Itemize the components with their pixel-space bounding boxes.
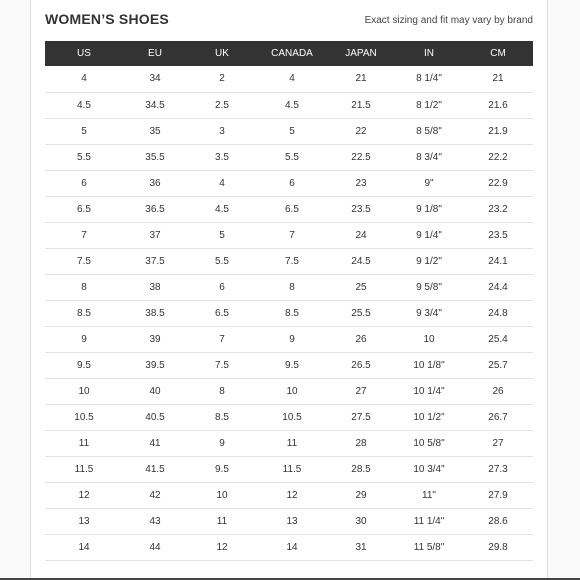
table-cell: 26.5 [327, 352, 395, 378]
table-row [45, 144, 533, 170]
table-cell: 37 [123, 222, 187, 248]
table-cell: 5 [257, 118, 327, 144]
table-cell: 14 [45, 534, 123, 560]
table-row [45, 66, 533, 92]
table-cell: 10 [257, 378, 327, 404]
table-cell: 38 [123, 274, 187, 300]
table-cell: 7 [45, 222, 123, 248]
table-row [45, 274, 533, 300]
table-row [45, 222, 533, 248]
table-cell: 8 1/4" [395, 66, 463, 92]
table-cell: 7 [257, 222, 327, 248]
table-cell: 21.6 [463, 92, 533, 118]
table-cell: 25.5 [327, 300, 395, 326]
table-cell: 25.4 [463, 326, 533, 352]
table-cell: 10 1/2" [395, 404, 463, 430]
table-cell: 38.5 [123, 300, 187, 326]
table-cell: 43 [123, 508, 187, 534]
table-cell: 5.5 [257, 144, 327, 170]
table-cell: 24 [327, 222, 395, 248]
table-cell: 12 [187, 534, 257, 560]
table-cell: 2.5 [187, 92, 257, 118]
table-header [45, 41, 533, 66]
table-cell: 41 [123, 430, 187, 456]
table-cell: 22 [327, 118, 395, 144]
table-cell: 11 [187, 508, 257, 534]
table-cell: 11 [257, 430, 327, 456]
table-cell: 24.8 [463, 300, 533, 326]
table-cell: 21 [327, 66, 395, 92]
table-cell: 29.8 [463, 534, 533, 560]
table-cell: 10 [395, 326, 463, 352]
table-cell: 9.5 [45, 352, 123, 378]
table-cell: 10 5/8" [395, 430, 463, 456]
table-cell: 8 5/8" [395, 118, 463, 144]
table-cell: 5.5 [45, 144, 123, 170]
table-cell: 8 [45, 274, 123, 300]
table-cell: 35.5 [123, 144, 187, 170]
table-cell: 11" [395, 482, 463, 508]
table-cell: 9 [257, 326, 327, 352]
table-cell: 8 [257, 274, 327, 300]
table-cell: 26.7 [463, 404, 533, 430]
table-cell: 12 [257, 482, 327, 508]
table-cell: 10 1/8" [395, 352, 463, 378]
table-row [45, 404, 533, 430]
table-cell: 40.5 [123, 404, 187, 430]
table-cell: 10 [45, 378, 123, 404]
table-cell: 9 [187, 430, 257, 456]
table-cell: 10 1/4" [395, 378, 463, 404]
table-row [45, 482, 533, 508]
table-cell: 22.9 [463, 170, 533, 196]
table-cell: 21.9 [463, 118, 533, 144]
table-cell: 26 [327, 326, 395, 352]
table-row [45, 534, 533, 560]
table-cell: 29 [327, 482, 395, 508]
sizing-note: Exact sizing and fit may vary by brand [364, 15, 533, 26]
table-cell: 6.5 [187, 300, 257, 326]
table-cell: 23.2 [463, 196, 533, 222]
table-cell: 6 [45, 170, 123, 196]
table-cell: 3 [187, 118, 257, 144]
table-cell: 8.5 [257, 300, 327, 326]
table-cell: 44 [123, 534, 187, 560]
column-header: EU [123, 41, 187, 66]
table-cell: 4 [187, 170, 257, 196]
column-header: IN [395, 41, 463, 66]
table-cell: 5 [45, 118, 123, 144]
table-cell: 39 [123, 326, 187, 352]
table-row [45, 170, 533, 196]
table-row [45, 326, 533, 352]
table-cell: 9" [395, 170, 463, 196]
table-row [45, 430, 533, 456]
table-cell: 14 [257, 534, 327, 560]
table-cell: 35 [123, 118, 187, 144]
table-cell: 36.5 [123, 196, 187, 222]
table-cell: 5.5 [187, 248, 257, 274]
table-cell: 22.2 [463, 144, 533, 170]
table-cell: 22.5 [327, 144, 395, 170]
table-cell: 39.5 [123, 352, 187, 378]
table-cell: 34.5 [123, 92, 187, 118]
table-cell: 9 1/2" [395, 248, 463, 274]
table-cell: 40 [123, 378, 187, 404]
table-cell: 8.5 [45, 300, 123, 326]
table-cell: 5 [187, 222, 257, 248]
table-row [45, 352, 533, 378]
table-cell: 27.5 [327, 404, 395, 430]
table-cell: 4.5 [187, 196, 257, 222]
table-cell: 28.6 [463, 508, 533, 534]
table-cell: 6 [187, 274, 257, 300]
table-cell: 7.5 [257, 248, 327, 274]
table-cell: 8 [187, 378, 257, 404]
table-cell: 12 [45, 482, 123, 508]
table-row [45, 378, 533, 404]
table-cell: 27 [327, 378, 395, 404]
table-cell: 9.5 [187, 456, 257, 482]
table-cell: 28 [327, 430, 395, 456]
column-header: CM [463, 41, 533, 66]
table-row [45, 196, 533, 222]
table-row [45, 248, 533, 274]
table-cell: 7 [187, 326, 257, 352]
table-cell: 31 [327, 534, 395, 560]
table-row [45, 508, 533, 534]
chart-header [45, 8, 533, 36]
table-cell: 27.9 [463, 482, 533, 508]
table-cell: 8.5 [187, 404, 257, 430]
table-cell: 11.5 [45, 456, 123, 482]
table-cell: 10.5 [257, 404, 327, 430]
size-chart-card [30, 0, 548, 580]
table-cell: 9 [45, 326, 123, 352]
table-cell: 6.5 [45, 196, 123, 222]
table-cell: 4.5 [257, 92, 327, 118]
table-cell: 4.5 [45, 92, 123, 118]
table-cell: 7.5 [187, 352, 257, 378]
table-cell: 27.3 [463, 456, 533, 482]
table-cell: 9 1/4" [395, 222, 463, 248]
table-cell: 4 [45, 66, 123, 92]
chart-title: WOMEN’S SHOES [45, 11, 169, 27]
table-cell: 4 [257, 66, 327, 92]
right-margin [548, 0, 580, 580]
column-header: UK [187, 41, 257, 66]
size-conversion-table [45, 41, 533, 561]
table-cell: 10 [187, 482, 257, 508]
table-cell: 8 3/4" [395, 144, 463, 170]
table-cell: 11.5 [257, 456, 327, 482]
table-cell: 7.5 [45, 248, 123, 274]
table-row [45, 118, 533, 144]
table-cell: 21.5 [327, 92, 395, 118]
table-cell: 9 1/8" [395, 196, 463, 222]
table-cell: 9.5 [257, 352, 327, 378]
table-cell: 2 [187, 66, 257, 92]
table-cell: 23 [327, 170, 395, 196]
table-cell: 10 3/4" [395, 456, 463, 482]
table-cell: 11 [45, 430, 123, 456]
table-cell: 25 [327, 274, 395, 300]
table-body [45, 66, 533, 560]
table-cell: 25.7 [463, 352, 533, 378]
header-row [45, 41, 533, 66]
table-cell: 24.5 [327, 248, 395, 274]
table-cell: 11 1/4" [395, 508, 463, 534]
table-cell: 8 1/2" [395, 92, 463, 118]
table-cell: 6 [257, 170, 327, 196]
table-cell: 13 [257, 508, 327, 534]
table-cell: 9 5/8" [395, 274, 463, 300]
table-cell: 28.5 [327, 456, 395, 482]
table-cell: 6.5 [257, 196, 327, 222]
table-cell: 34 [123, 66, 187, 92]
table-cell: 10.5 [45, 404, 123, 430]
table-row [45, 300, 533, 326]
table-cell: 3.5 [187, 144, 257, 170]
table-cell: 23.5 [463, 222, 533, 248]
table-cell: 11 5/8" [395, 534, 463, 560]
table-cell: 41.5 [123, 456, 187, 482]
table-cell: 24.4 [463, 274, 533, 300]
left-margin [0, 0, 30, 580]
table-cell: 36 [123, 170, 187, 196]
table-cell: 21 [463, 66, 533, 92]
table-cell: 26 [463, 378, 533, 404]
table-row [45, 456, 533, 482]
table-cell: 9 3/4" [395, 300, 463, 326]
table-cell: 42 [123, 482, 187, 508]
column-header: CANADA [257, 41, 327, 66]
table-cell: 30 [327, 508, 395, 534]
table-cell: 24.1 [463, 248, 533, 274]
table-row [45, 92, 533, 118]
table-cell: 27 [463, 430, 533, 456]
table-cell: 37.5 [123, 248, 187, 274]
column-header: US [45, 41, 123, 66]
table-cell: 13 [45, 508, 123, 534]
column-header: JAPAN [327, 41, 395, 66]
table-cell: 23.5 [327, 196, 395, 222]
